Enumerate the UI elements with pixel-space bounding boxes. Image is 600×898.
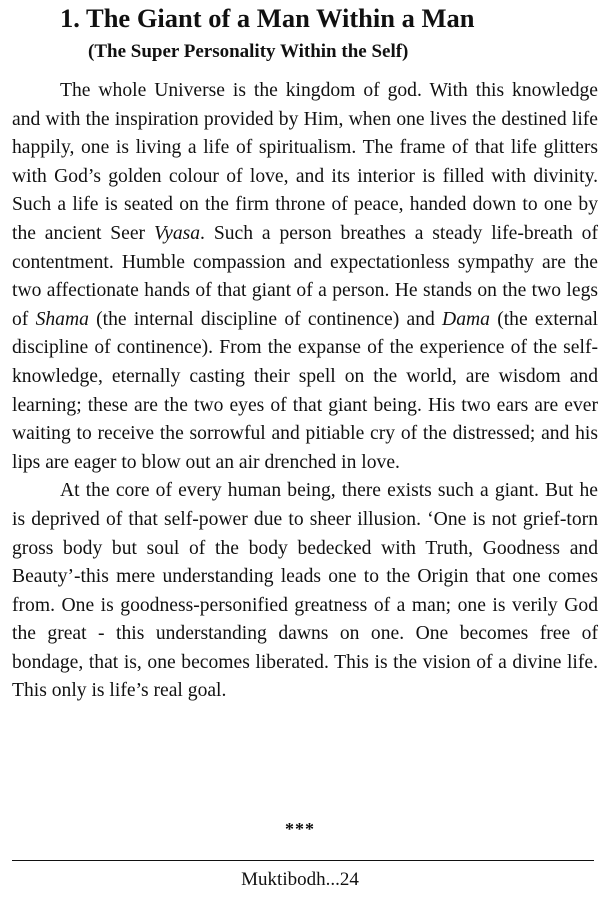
paragraph-text: (the external discipline of continence). From the expanse of the experience of the self- knowledge, eternally casting their spell on the world, are wisdom and learning; these are the two eyes of that giant being. His two ears are ever waiting to receive the sorrowful and pitiable cry of the distressed; and his lips are eager to blow out an air drenched in love.: [12, 308, 598, 473]
chapter-subtitle: (The Super Personality Within the Self): [88, 41, 409, 62]
italic-term: Shama: [35, 308, 89, 330]
paragraph-text: The whole Universe is the kingdom of god. With this knowledge and with the inspiration provided by Him, when one lives the destined life happily, one is living a life of spiritualism. The frame of that life glitters with God’s golden colour of love, and its interior is filled with divinity. Such a life is seated on the firm throne of peace, handed down to one by the ancient Seer: [12, 80, 598, 244]
page-footer: Muktibodh...24: [241, 869, 359, 890]
body-text: [12, 77, 598, 706]
paragraph-text: (the internal discipline of continence) and: [88, 308, 443, 330]
chapter-title: 1. The Giant of a Man Within a Man: [60, 3, 475, 33]
paragraph: [12, 77, 598, 477]
paragraph: [12, 477, 598, 706]
section-separator: ***: [285, 819, 315, 839]
italic-term: Dama: [442, 308, 490, 330]
paragraph-text: . Such a person breathes a steady life-breath of contentment. Humble compassion and expectationless sympathy are the two affectionate hands of that giant of a person. He stands on the two legs of: [12, 222, 598, 330]
footer-rule: [12, 860, 594, 861]
paragraph-text: At the core of every human being, there exists such a giant. But he is deprived of that self-power due to sheer illusion. ‘One is not grief-torn gross body but soul of the body bedecked with Truth, Goodness and Beauty’-this mere understanding leads one to the Origin that one comes from. One is goodness-personified greatness of a man; one is verily God the great - this understanding dawns on one. One becomes free of bondage, that is, one becomes liberated. This is the vision of a divine life. This only is life’s real goal.: [12, 480, 598, 702]
italic-term: Vyasa: [153, 222, 201, 244]
